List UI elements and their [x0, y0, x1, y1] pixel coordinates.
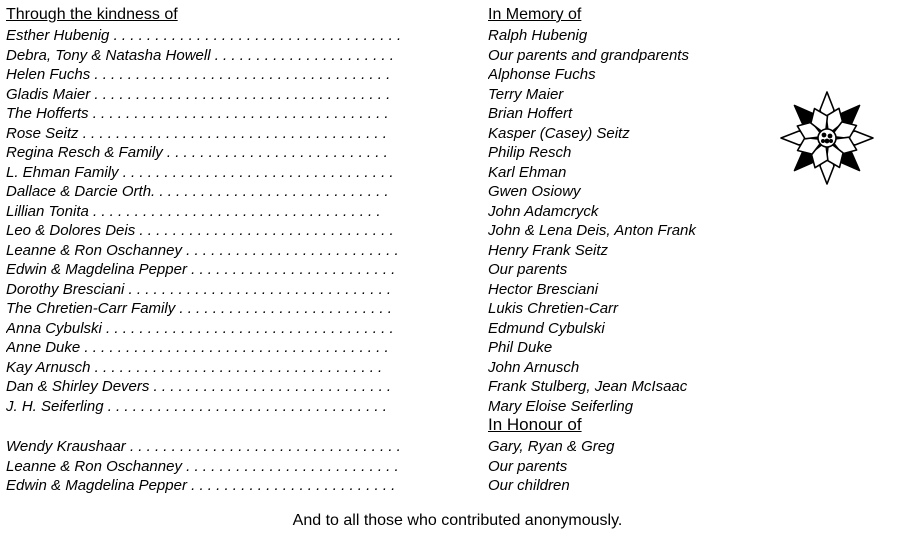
poinsettia-icon — [769, 88, 885, 188]
list-item: Kay Arnusch . . . . . . . . . . . . . . . . . . . . . . . . . . . . . . . . . . . — [6, 358, 383, 376]
list-item: Gladis Maier . . . . . . . . . . . . . . . . . . . . . . . . . . . . . . . . . . . . — [6, 85, 391, 103]
list-item: Alphonse Fuchs — [488, 66, 596, 83]
list-item: Dorothy Bresciani . . . . . . . . . . . . . . . . . . . . . . . . . . . . . . . . — [6, 280, 392, 298]
list-item: Philip Resch — [488, 144, 572, 161]
in-memory-heading: In Memory of — [488, 6, 582, 23]
list-item: J. H. Seiferling . . . . . . . . . . . . . . . . . . . . . . . . . . . . . . . . . . — [6, 397, 387, 415]
list-item: Leo & Dolores Deis . . . . . . . . . . . . . . . . . . . . . . . . . . . . . . . — [6, 222, 394, 239]
list-item: Mary Eloise Seiferling — [488, 397, 634, 415]
list-item: Lukis Chretien-Carr — [488, 300, 619, 317]
list-item: Edwin & Magdelina Pepper . . . . . . . . . . . . . . . . . . . . . . . . . — [6, 477, 396, 494]
list-item: Our parents and grandparents — [488, 46, 689, 64]
list-item: Helen Fuchs . . . . . . . . . . . . . . . . . . . . . . . . . . . . . . . . . . . . — [6, 66, 391, 83]
list-item: John Adamcryck — [488, 202, 599, 220]
memory-donor-list — [6, 26, 456, 416]
list-item: Esther Hubenig . . . . . . . . . . . . . . . . . . . . . . . . . . . . . . . . . . . — [6, 27, 402, 44]
list-item: Dan & Shirley Devers . . . . . . . . . . . . . . . . . . . . . . . . . . . . . — [6, 378, 392, 395]
list-item: Terry Maier — [488, 85, 564, 103]
list-item: Brian Hoffert — [488, 105, 573, 122]
list-item: Edmund Cybulski — [488, 319, 605, 337]
anonymous-contributors-note: And to all those who contributed anonymously. — [292, 512, 623, 529]
list-item: Gwen Osiowy — [488, 183, 581, 200]
list-item: Henry Frank Seitz — [488, 241, 609, 259]
list-item: Kasper (Casey) Seitz — [488, 124, 630, 142]
in-honour-list — [488, 437, 748, 496]
list-item: Rose Seitz . . . . . . . . . . . . . . . . . . . . . . . . . . . . . . . . . . . . . — [6, 124, 387, 142]
list-item: Anne Duke . . . . . . . . . . . . . . . . . . . . . . . . . . . . . . . . . . . . . — [6, 339, 389, 356]
list-item: John & Lena Deis, Anton Frank — [488, 222, 696, 239]
in-memory-list — [488, 26, 748, 416]
list-item: Leanne & Ron Oschanney . . . . . . . . . . . . . . . . . . . . . . . . . . — [6, 457, 399, 475]
list-item: Anna Cybulski . . . . . . . . . . . . . . . . . . . . . . . . . . . . . . . . . . . — [6, 319, 394, 337]
list-item: Wendy Kraushaar . . . . . . . . . . . . . . . . . . . . . . . . . . . . . . . . . — [6, 438, 401, 455]
list-item: Debra, Tony & Natasha Howell . . . . . . . . . . . . . . . . . . . . . . — [6, 46, 394, 64]
list-item: The Chretien-Carr Family . . . . . . . . . . . . . . . . . . . . . . . . . . — [6, 300, 392, 317]
list-item: Edwin & Magdelina Pepper . . . . . . . . . . . . . . . . . . . . . . . . . — [6, 261, 396, 278]
in-honour-heading: In Honour of — [488, 415, 582, 434]
list-item: John Arnusch — [488, 358, 580, 376]
list-item: Our parents — [488, 261, 568, 278]
list-item: Karl Ehman — [488, 163, 567, 181]
list-item: Frank Stulberg, Jean McIsaac — [488, 378, 688, 395]
list-item: Phil Duke — [488, 339, 553, 356]
list-item: Dallace & Darcie Orth. . . . . . . . . . . . . . . . . . . . . . . . . . . . . — [6, 183, 389, 200]
list-item: The Hofferts . . . . . . . . . . . . . . . . . . . . . . . . . . . . . . . . . . . . — [6, 105, 389, 122]
list-item: Leanne & Ron Oschanney . . . . . . . . . . . . . . . . . . . . . . . . . . — [6, 241, 399, 259]
list-item: Lillian Tonita . . . . . . . . . . . . . . . . . . . . . . . . . . . . . . . . . . . — [6, 202, 381, 220]
honour-donor-list — [6, 437, 456, 496]
list-item: Hector Bresciani — [488, 280, 599, 298]
list-item: Ralph Hubenig — [488, 27, 588, 44]
list-item: Gary, Ryan & Greg — [488, 438, 615, 455]
list-item: Our parents — [488, 457, 568, 475]
through-kindness-heading: Through the kindness of — [6, 6, 178, 23]
list-item: Our children — [488, 477, 570, 494]
list-item: L. Ehman Family . . . . . . . . . . . . . . . . . . . . . . . . . . . . . . . . . — [6, 163, 394, 181]
list-item: Regina Resch & Family . . . . . . . . . . . . . . . . . . . . . . . . . . . — [6, 144, 388, 161]
